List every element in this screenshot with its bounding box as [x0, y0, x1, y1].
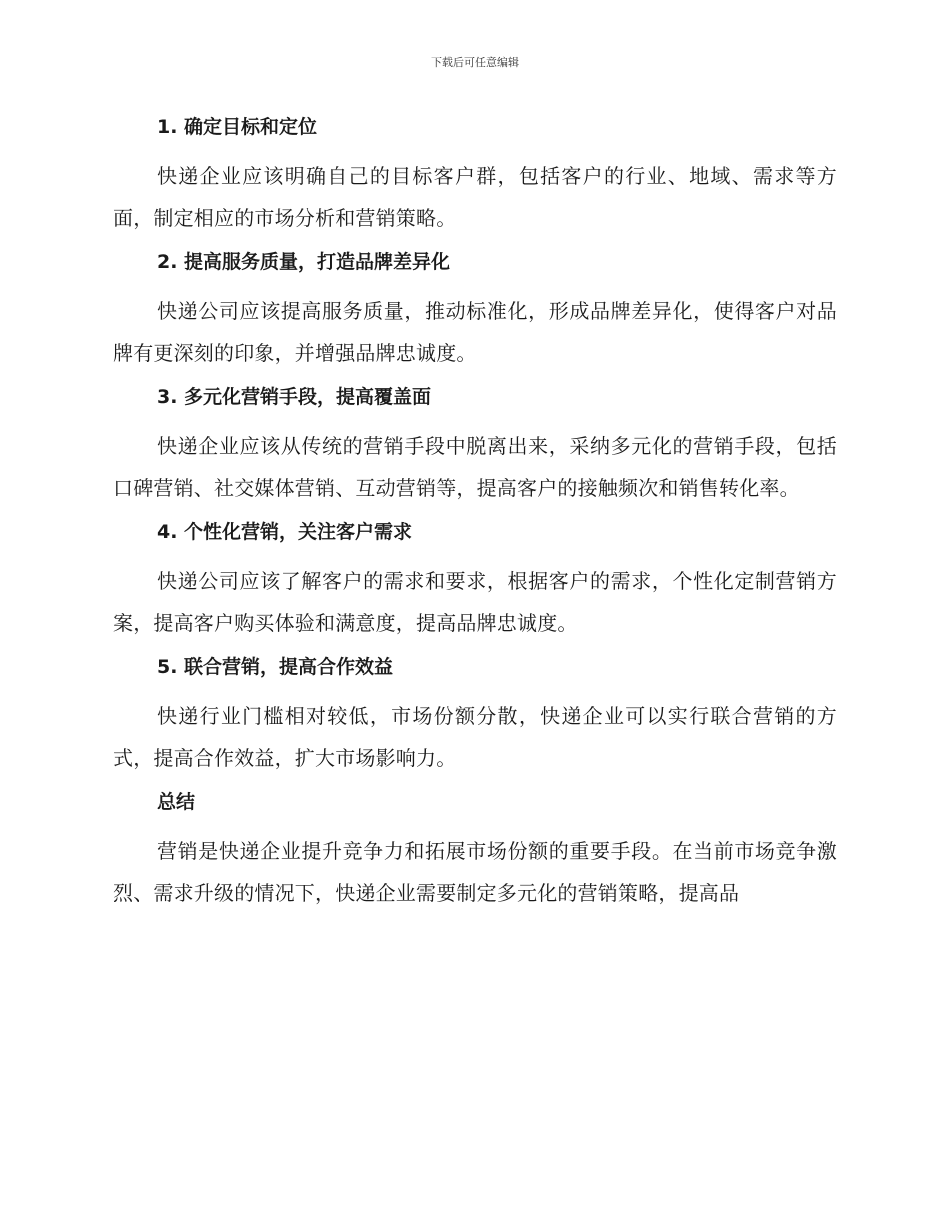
section-paragraph-2: 快递公司应该提高服务质量，推动标准化，形成品牌差异化，使得客户对品牌有更深刻的印象，并增强品牌忠诚度。	[113, 299, 837, 365]
summary-paragraph: 营销是快递企业提升竞争力和拓展市场份额的重要手段。在当前市场竞争激烈、需求升级的情况下，快递企业需要制定多元化的营销策略，提高品	[113, 839, 837, 905]
section-paragraph-4: 快递公司应该了解客户的需求和要求，根据客户的需求，个性化定制营销方案，提高客户购买体验和满意度，提高品牌忠诚度。	[113, 569, 837, 635]
section-paragraph-5: 快递行业门槛相对较低，市场份额分散，快递企业可以实行联合营销的方式，提高合作效益，扩大市场影响力。	[113, 704, 837, 770]
section-paragraph-3: 快递企业应该从传统的营销手段中脱离出来，采纳多元化的营销手段，包括口碑营销、社交媒体营销、互动营销等，提高客户的接触频次和销售转化率。	[113, 434, 837, 500]
section-paragraph-1: 快递企业应该明确自己的目标客户群，包括客户的行业、地域、需求等方面，制定相应的市场分析和营销策略。	[113, 164, 837, 230]
header-note: 下载后可任意编辑	[431, 56, 519, 69]
section-heading-3: 3. 多元化营销手段，提高覆盖面	[157, 386, 432, 408]
section-heading-1: 1. 确定目标和定位	[157, 116, 318, 138]
section-heading-2: 2. 提高服务质量，打造品牌差异化	[157, 251, 451, 273]
section-heading-5: 5. 联合营销，提高合作效益	[157, 656, 394, 678]
section-heading-4: 4. 个性化营销，关注客户需求	[157, 521, 413, 543]
document-body	[113, 112, 837, 922]
summary-heading: 总结	[157, 791, 196, 813]
